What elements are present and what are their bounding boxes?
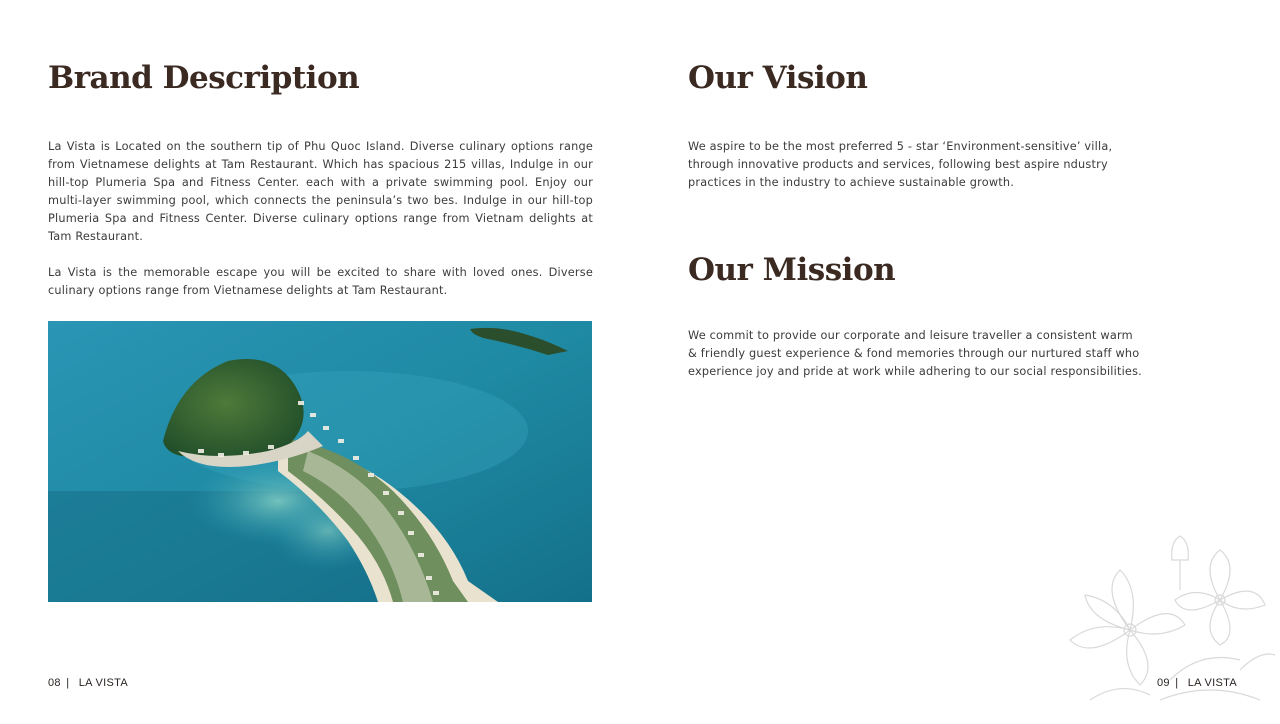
brand-description-paragraph-1: La Vista is Located on the southern tip of Phu Quoc Island. Diverse culinary options range from Vietnamese delights at Tam Restaurant. Which has spacious 215 villas, Indulge in our hill-top Plumeria Spa and Fitness Center. each with a private swimming pool. Enjoy our multi-layer swimming pool, which connects the peninsula’s two bes. Indulge in our hill-top Plumeria Spa and Fitness Center. Diverse culinary options range from Vietnam delights at Tam Restaurant. xyxy=(48,140,593,243)
vision-title: Our Vision xyxy=(688,60,868,96)
footer-left xyxy=(48,677,128,689)
mission-title: Our Mission xyxy=(688,252,896,288)
brand-description-paragraph-2: La Vista is the memorable escape you will be excited to share with loved ones. Diverse culinary options range from Vietnamese delights at Tam Restaurant. xyxy=(48,266,593,297)
footer-separator-left: | xyxy=(66,677,70,689)
page-number-left: 08 xyxy=(48,677,61,689)
footer-separator-right: | xyxy=(1175,677,1179,689)
page-number-right: 09 xyxy=(1157,677,1170,689)
island-aerial-photo xyxy=(48,321,592,602)
footer-brand-right: LA VISTA xyxy=(1187,677,1238,689)
footer-brand-left: LA VISTA xyxy=(78,677,129,689)
brand-description-title: Brand Description xyxy=(48,60,360,96)
flower-line-art-icon xyxy=(1060,530,1280,720)
vision-text: We aspire to be the most preferred 5 - star ‘Environment-sensitive’ villa, through innovative products and services, following best aspire ndustry practices in the industry to achieve sustainable growth. xyxy=(688,140,1113,189)
mission-text: We commit to provide our corporate and leisure traveller a consistent warm & friendly guest experience & fond memories through our nurtured staff who experience joy and pride at work while adhering to our social responsibilities. xyxy=(688,329,1142,378)
footer-right xyxy=(1157,677,1237,689)
